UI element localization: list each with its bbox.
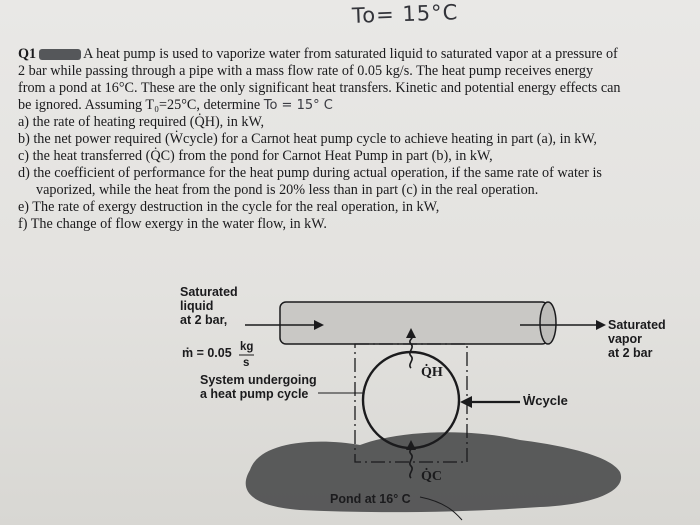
outlet-label-line1: Saturated (608, 318, 666, 332)
part-d-line1: d) the coefficient of performance for the heat pump during actual operation, if the same rate of water is (18, 165, 602, 181)
system-label-line2: a heat pump cycle (200, 387, 309, 401)
system-label (200, 373, 317, 401)
qh-label: Q̇H (421, 365, 443, 380)
problem-text-line4: be ignored. Assuming T₀=25°C, determine (18, 97, 261, 113)
heat-pump-cycle (363, 352, 459, 448)
outlet-label-line3: at 2 bar (608, 346, 653, 360)
inlet-label-line3: at 2 bar, (180, 313, 228, 327)
mass-flow-unit-denominator: s (243, 357, 250, 369)
outlet-label-line2: vapor (608, 332, 643, 346)
problem-text-line1: A heat pump is used to vaporize water from saturated liquid to saturated vapor at a pressure of (83, 46, 618, 62)
pond-label: Pond at 16° C (330, 492, 411, 506)
handwritten-inline-note: To = 15° C (263, 98, 333, 113)
problem-line-3: from a pond at 16°C. These are the only significant heat transfers. Kinetic and potential energy effects can (18, 80, 621, 96)
inlet-label (180, 285, 238, 327)
part-d-line2: vaporized, while the heat from the pond is 20% less than in part (c) in the real operation. (36, 182, 539, 198)
inlet-label-line2: liquid (180, 299, 214, 313)
mass-flow-unit-numerator: kg (240, 341, 254, 353)
part-a: a) the rate of heating required (Q̇H), in kW, (18, 114, 265, 130)
qc-label: Q̇C (421, 469, 442, 484)
outlet-label (608, 318, 666, 360)
mass-flow-label: ṁ = 0.05 (182, 346, 232, 360)
inlet-label-line1: Saturated (180, 285, 238, 299)
problem-line-2: 2 bar while passing through a pipe with a mass flow rate of 0.05 kg/s. The heat pump receives energy (18, 63, 594, 79)
pipe-end (540, 302, 556, 344)
part-f: f) The change of flow exergy in the water flow, in kW. (18, 216, 327, 232)
part-b: b) the net power required (Ẇcycle) for a Carnot heat pump cycle to achieve heating in part (a), in kW, (18, 131, 597, 147)
system-label-line1: System undergoing (200, 373, 317, 387)
handwritten-reference-temperature: To= 15°C (351, 0, 459, 28)
part-e: e) The rate of exergy destruction in the cycle for the real operation, in kW, (18, 199, 440, 215)
work-label: Ẇcycle (523, 393, 568, 408)
question-number: Q1 (18, 46, 37, 62)
part-c: c) the heat transferred (Q̇C) from the pond for Carnot Heat Pump in part (b), in kW, (18, 148, 493, 164)
